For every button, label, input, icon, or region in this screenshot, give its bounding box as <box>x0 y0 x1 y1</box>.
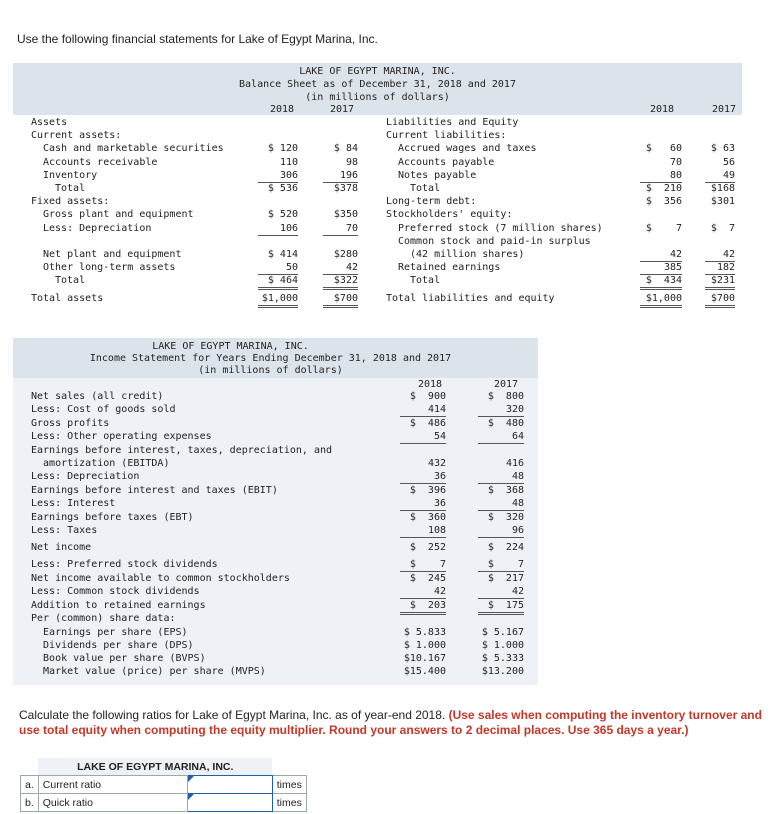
bs-asset-label: Total <box>55 183 86 194</box>
bs-asset-label: Fixed assets: <box>31 196 110 208</box>
bs-asset-label: Inventory <box>43 169 98 181</box>
is-value-2018: $ 360 <box>409 512 446 523</box>
bs-asset-2018: $ 520 <box>267 209 298 221</box>
bs-asset-2017: 98 <box>345 156 358 168</box>
balance-sheet-subtitle: Balance Sheet as of December 31, 2018 and 2017 <box>239 79 516 90</box>
bs-liability-2018: 70 <box>669 156 682 168</box>
is-value-2018: 432 <box>427 458 446 469</box>
intro-text: Use the following financial statements for Lake of Egypt Marina, Inc. <box>17 32 378 46</box>
is-value-2018: 36 <box>400 470 446 484</box>
bs-asset-label: Accounts receivable <box>43 156 158 168</box>
bs-asset-label: Current assets: <box>31 130 122 142</box>
is-value-2017: $13.200 <box>481 666 524 677</box>
is-value-2017: $ 320 <box>487 512 524 523</box>
is-year-2018: 2018 <box>418 379 443 390</box>
balance-sheet-units: (in millions of dollars) <box>305 92 450 103</box>
bs-liability-2017: $231 <box>705 274 735 290</box>
current-ratio-input[interactable] <box>187 776 272 794</box>
bs-liability-label: Total <box>410 183 441 194</box>
answer-row-current-ratio: a. Current ratio times <box>21 776 307 794</box>
is-row-label: Earnings before interest, taxes, depreciation, and <box>31 445 333 456</box>
bs-liability-2017: $301 <box>710 196 735 208</box>
bs-asset-label: Total <box>55 275 86 287</box>
bs-liability-2017: 49 <box>705 169 735 183</box>
is-row-label: Per (common) share data: <box>31 613 176 624</box>
is-value-2017: $ 175 <box>478 599 524 615</box>
quick-ratio-input[interactable] <box>187 794 272 812</box>
answer-table <box>20 758 307 812</box>
is-value-2017: $ 5.167 <box>481 627 524 638</box>
is-value-2018: 42 <box>400 585 446 599</box>
question-instructions: (Use sales when computing the inventory turnover and use total equity when computing the equity multiplier. Round your answers to 2 decimal places. Use 365 days a year.) <box>19 708 762 737</box>
is-row-label: Earnings per share (EPS) <box>31 627 188 638</box>
bs-liability-2018: $ 210 <box>645 183 682 194</box>
is-row-label: Less: Interest <box>31 498 116 509</box>
bs-liability-label: Total <box>410 275 441 287</box>
bs-asset-2017: 42 <box>323 261 358 275</box>
bs-liability-2018: 42 <box>640 248 682 262</box>
bs-asset-label: Cash and marketable securities <box>43 143 224 155</box>
is-row-label: Less: Depreciation <box>31 471 140 482</box>
bs-asset-2018: $ 464 <box>258 274 298 290</box>
is-value-2017: $ 800 <box>487 391 524 402</box>
bs-liability-2017: $168 <box>710 183 735 194</box>
bs-asset-label: Less: Depreciation <box>43 222 152 234</box>
is-row-label: Less: Preferred stock dividends <box>31 559 218 570</box>
is-row-label: Less: Cost of goods sold <box>31 404 176 415</box>
is-value-2017: $ 1.000 <box>481 640 524 651</box>
is-value-2018: $ 486 <box>409 418 446 429</box>
is-value-2018: $10.167 <box>403 653 446 664</box>
bs-asset-2017: 70 <box>323 222 358 236</box>
bs-liability-2018: 385 <box>640 261 682 275</box>
bs-asset-2017: $700 <box>323 292 358 308</box>
is-value-2017: $ 224 <box>487 542 524 553</box>
bs-liability-2018: $1,000 <box>640 292 682 308</box>
is-value-2018: 36 <box>400 497 446 511</box>
bs-asset-2018: $ 414 <box>267 249 298 260</box>
question-text: Calculate the following ratios for Lake of Egypt Marina, Inc. as of year-end 2018. (Use sales when computing the inventory turnover and use total equity when computing the equity multiplier. Round your answers to 2 decimal places. Use 365 days a year.) <box>19 708 762 737</box>
is-row-label: Less: Taxes <box>31 525 98 536</box>
is-value-2018: $ 900 <box>409 391 446 402</box>
is-value-2017: $ 368 <box>487 485 524 496</box>
bs-asset-2017: $ 84 <box>333 143 358 155</box>
bs-asset-2017: $350 <box>333 209 358 221</box>
is-value-2018: 414 <box>400 403 446 417</box>
is-value-2017: 42 <box>478 585 524 599</box>
is-value-2017: $ 7 <box>478 558 524 572</box>
is-row-label: amortization (EBITDA) <box>31 458 170 469</box>
is-value-2017: 64 <box>478 430 524 444</box>
bs-asset-2018: $1,000 <box>258 292 298 308</box>
bs-liability-2017: $ 7 <box>710 222 735 234</box>
bs-asset-2017: 196 <box>323 169 358 183</box>
bs-liability-label: Notes payable <box>398 169 477 181</box>
bs-liability-label: Current liabilities: <box>386 130 507 142</box>
is-row-label: Net income available to common stockholders <box>31 573 290 584</box>
is-row-label: Net sales (all credit) <box>31 391 164 402</box>
is-value-2018: $15.400 <box>403 666 446 677</box>
is-row-label: Earnings before taxes (EBT) <box>31 512 194 523</box>
bs-liability-label: Total liabilities and equity <box>386 292 555 304</box>
bs-year-2018-left: 2018 <box>270 104 295 115</box>
bs-liability-2018: $ 356 <box>645 196 682 208</box>
income-statement-subtitle: Income Statement for Years Ending December 31, 2018 and 2017 <box>89 353 452 364</box>
bs-asset-label: Assets <box>31 117 68 128</box>
is-value-2018: $ 203 <box>400 599 446 615</box>
bs-asset-label: Other long-term assets <box>43 262 176 274</box>
is-value-2017: $ 480 <box>487 418 524 429</box>
is-value-2017: 96 <box>478 524 524 538</box>
bs-asset-2018: 106 <box>258 222 298 236</box>
is-value-2018: 108 <box>400 524 446 538</box>
bs-liability-2018: $ 60 <box>645 143 682 155</box>
is-value-2018: $ 245 <box>409 573 446 584</box>
bs-liability-label: Retained earnings <box>398 262 501 274</box>
bs-liability-2017: 182 <box>705 261 735 275</box>
bs-asset-2017: $322 <box>323 274 358 290</box>
is-row-label: Dividends per share (DPS) <box>31 640 194 651</box>
bs-asset-2018: 50 <box>258 261 298 275</box>
is-value-2018: $ 252 <box>409 542 446 553</box>
is-row-label: Net income <box>31 542 92 553</box>
bs-liability-2018: $ 7 <box>645 222 682 234</box>
bs-liability-label: Liabilities and Equity <box>386 117 519 128</box>
is-year-2017: 2017 <box>494 379 519 390</box>
bs-liability-label: Common stock and paid-in surplus <box>398 235 591 247</box>
income-statement-title: LAKE OF EGYPT MARINA, INC. <box>152 341 309 352</box>
bs-asset-2018: 110 <box>279 156 298 168</box>
bs-liability-label: Stockholders' equity: <box>386 209 513 221</box>
income-statement-units: (in millions of dollars) <box>198 365 343 376</box>
bs-asset-2017: $378 <box>333 183 358 194</box>
is-value-2017: 416 <box>505 458 524 469</box>
bs-year-2018-right: 2018 <box>650 104 675 115</box>
bs-liability-2018: $ 434 <box>640 274 682 290</box>
bs-asset-label: Net plant and equipment <box>43 249 182 260</box>
bs-asset-label: Total assets <box>31 292 104 304</box>
is-value-2018: $ 5.833 <box>403 627 446 638</box>
answer-table-title: LAKE OF EGYPT MARINA, INC. <box>38 758 272 776</box>
is-row-label: Book value per share (BVPS) <box>31 653 206 664</box>
bs-liability-2017: 56 <box>722 156 735 168</box>
bs-liability-label: Preferred stock (7 million shares) <box>398 222 603 234</box>
is-value-2018: $ 396 <box>409 485 446 496</box>
bs-liability-label: Long-term debt: <box>386 196 477 208</box>
is-value-2017: 320 <box>478 403 524 417</box>
bs-asset-2018: 306 <box>258 169 298 183</box>
bs-year-2017-left: 2017 <box>330 104 355 115</box>
is-value-2017: 48 <box>478 497 524 511</box>
balance-sheet-title: LAKE OF EGYPT MARINA, INC. <box>299 66 456 77</box>
bs-asset-label: Gross plant and equipment <box>43 209 194 221</box>
bs-asset-2017: $280 <box>333 249 358 260</box>
answer-row-quick-ratio: b. Quick ratio times <box>21 794 307 812</box>
bs-liability-label: (42 million shares) <box>410 249 525 260</box>
is-row-label: Less: Common stock dividends <box>31 586 200 597</box>
is-row-label: Market value (price) per share (MVPS) <box>31 666 266 677</box>
bs-liability-2017: $ 63 <box>710 143 735 155</box>
bs-asset-2018: $ 120 <box>267 143 298 155</box>
bs-liability-2018: 80 <box>640 169 682 183</box>
bs-liability-label: Accounts payable <box>398 156 495 168</box>
bs-asset-2018: $ 536 <box>267 183 298 194</box>
is-value-2017: 48 <box>478 470 524 484</box>
is-value-2017: $ 217 <box>487 573 524 584</box>
is-value-2018: 54 <box>400 430 446 444</box>
is-row-label: Gross profits <box>31 418 110 429</box>
is-value-2017: $ 5.333 <box>481 653 524 664</box>
is-row-label: Earnings before interest and taxes (EBIT) <box>31 485 278 496</box>
is-value-2018: $ 1.000 <box>403 640 446 651</box>
is-value-2018: $ 7 <box>400 558 446 572</box>
bs-liability-label: Accrued wages and taxes <box>398 143 537 155</box>
bs-liability-2017: $700 <box>705 292 735 308</box>
bs-liability-2017: 42 <box>705 248 735 262</box>
is-row-label: Less: Other operating expenses <box>31 431 212 442</box>
bs-year-2017-right: 2017 <box>712 104 737 115</box>
is-row-label: Addition to retained earnings <box>31 600 206 611</box>
